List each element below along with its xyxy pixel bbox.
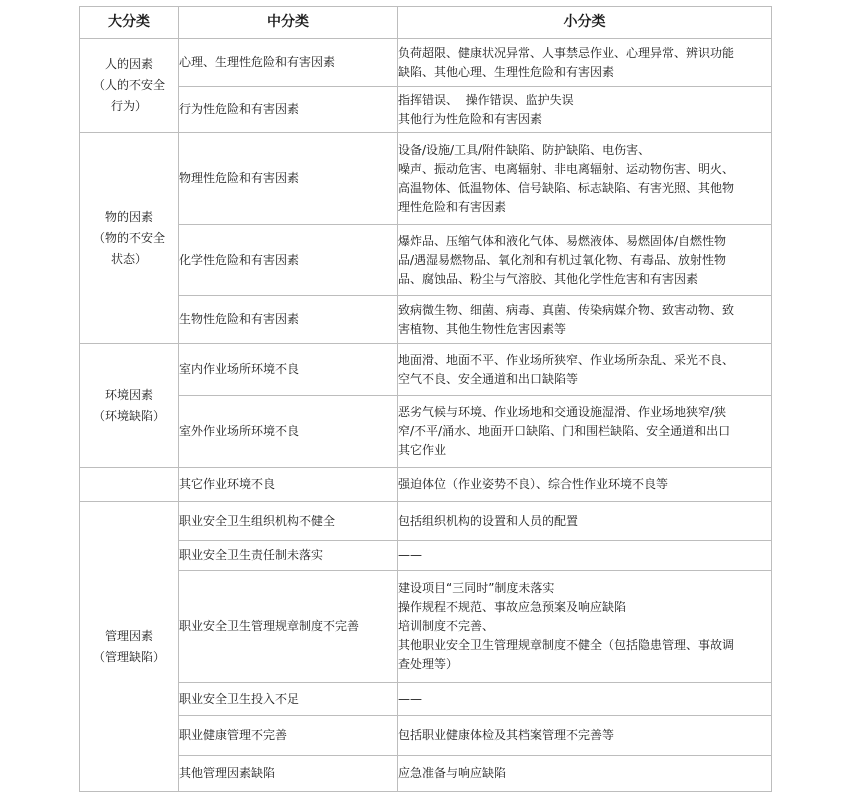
- minor-category-cell: [398, 225, 772, 296]
- minor-line: 强迫体位（作业姿势不良）、综合性作业环境不良等: [398, 477, 669, 491]
- minor-line: 品、腐蚀品、粉尘与气溶胶、其他化学性危害和有害因素: [398, 271, 699, 286]
- minor-line: 包括职业健康体检及其档案管理不完善等: [398, 728, 615, 742]
- minor-category-cell: [398, 571, 772, 683]
- hazard-classification-table: [79, 6, 772, 792]
- major-label-line: 人的因素: [104, 57, 153, 71]
- mid-category-cell: 室内作业场所环境不良: [179, 344, 398, 396]
- table-row: [80, 39, 772, 87]
- minor-line: 害植物、其他生物性危害因素等: [398, 321, 567, 336]
- major-label-line: 环境因素: [104, 387, 153, 402]
- minor-category-cell: [398, 296, 772, 344]
- minor-category-cell: [398, 39, 772, 87]
- table-row: [80, 87, 772, 133]
- major-label-line: 状态）: [110, 251, 147, 266]
- major-label-line: （环境缺陷）: [92, 408, 165, 423]
- minor-line: 品/遇湿易燃物品、氧化剂和有机过氧化物、有毒品、放射性物: [398, 252, 727, 267]
- table-row: [80, 502, 772, 541]
- minor-line: 建设项目“三同时”制度未落实: [398, 581, 555, 595]
- minor-line: 包括组织机构的设置和人员的配置: [398, 513, 579, 528]
- minor-category-cell: [398, 133, 772, 225]
- table-row: [80, 716, 772, 756]
- minor-category-cell: [398, 756, 772, 792]
- mid-category-cell: 职业安全卫生投入不足: [179, 683, 398, 716]
- minor-line: 空气不良、安全通道和出口缺陷等: [398, 371, 579, 386]
- table-body: [80, 39, 772, 792]
- minor-line: 操作规程不规范、事故应急预案及响应缺陷: [398, 600, 627, 614]
- major-label-line: 行为）: [110, 99, 147, 113]
- major-category-cell: [80, 502, 179, 792]
- mid-category-cell: 行为性危险和有害因素: [179, 87, 398, 133]
- minor-line: 地面滑、地面不平、作业场所狭窄、作业场所杂乱、采光不良、: [398, 352, 735, 367]
- minor-line: 其他行为性危险和有害因素: [398, 111, 543, 126]
- minor-line: 理性危险和有害因素: [398, 199, 507, 214]
- table-row: [80, 756, 772, 792]
- table-row: [80, 225, 772, 296]
- minor-category-cell: [398, 87, 772, 133]
- minor-category-cell: [398, 716, 772, 756]
- mid-category-cell: 室外作业场所环境不良: [179, 396, 398, 468]
- table-row: [80, 541, 772, 571]
- minor-line: 查处理等）: [398, 657, 459, 671]
- mid-category-cell: 职业健康管理不完善: [179, 716, 398, 756]
- header-minor-category: 小分类: [398, 7, 772, 39]
- major-label-line: （人的不安全: [92, 78, 165, 92]
- mid-category-cell: 职业安全卫生责任制未落实: [179, 541, 398, 571]
- minor-line: 负荷超限、健康状况异常、人事禁忌作业、心理异常、辨识功能: [398, 45, 735, 60]
- mid-category-cell: 职业安全卫生组织机构不健全: [179, 502, 398, 541]
- minor-category-cell: [398, 468, 772, 502]
- minor-line: 噪声、振动危害、电离辐射、非电离辐射、运动物伤害、明火、: [398, 161, 735, 176]
- header-mid-category: 中分类: [179, 7, 398, 39]
- minor-category-cell: [398, 502, 772, 541]
- header-row: [80, 7, 772, 39]
- mid-category-cell: 心理、生理性危险和有害因素: [179, 39, 398, 87]
- minor-category-cell: [398, 344, 772, 396]
- minor-line: 缺陷、其他心理、生理性危险和有害因素: [398, 64, 615, 79]
- minor-line: 爆炸品、压缩气体和液化气体、易燃液体、易燃固体/自燃性物: [398, 233, 727, 248]
- minor-line: 窄/不平/涌水、地面开口缺陷、门和围栏缺陷、安全通道和出口: [398, 424, 731, 438]
- minor-line: 其他职业安全卫生管理规章制度不健全（包括隐患管理、事故调: [398, 638, 735, 652]
- major-label-line: 物的因素: [104, 209, 153, 224]
- minor-line: 致病微生物、细菌、病毒、真菌、传染病媒介物、致害动物、致: [398, 302, 735, 317]
- header-major-category: 大分类: [80, 7, 179, 39]
- minor-category-cell: [398, 396, 772, 468]
- major-category-cell: [80, 133, 179, 344]
- minor-line: 恶劣气候与环境、作业场地和交通设施湿滑、作业场地狭窄/狭: [398, 405, 727, 419]
- mid-category-cell: 其他管理因素缺陷: [179, 756, 398, 792]
- minor-category-cell: [398, 541, 772, 571]
- table-row: [80, 683, 772, 716]
- table-row: [80, 468, 772, 502]
- major-label-line: 管理因素: [104, 628, 153, 643]
- table-row: [80, 571, 772, 683]
- major-category-cell: [80, 344, 179, 468]
- major-category-cell-empty: [80, 468, 179, 502]
- minor-line: 指挥错误、 操作错误、监护失误: [398, 92, 574, 107]
- mid-category-cell: 生物性危险和有害因素: [179, 296, 398, 344]
- table-row: [80, 344, 772, 396]
- major-label-line: （物的不安全: [92, 230, 165, 245]
- minor-line: 高温物体、低温物体、信号缺陷、标志缺陷、有害光照、其他物: [398, 180, 735, 195]
- major-category-cell: [80, 39, 179, 133]
- mid-category-cell: 职业安全卫生管理规章制度不完善: [179, 571, 398, 683]
- minor-line: 设备/设施/工具/附件缺陷、防护缺陷、电伤害、: [398, 142, 651, 157]
- table-row: [80, 133, 772, 225]
- minor-line: 其它作业: [398, 443, 447, 457]
- table-row: [80, 296, 772, 344]
- table-row: [80, 396, 772, 468]
- minor-line: ——: [398, 548, 422, 562]
- minor-category-cell: [398, 683, 772, 716]
- mid-category-cell: 化学性危险和有害因素: [179, 225, 398, 296]
- major-label-line: （管理缺陷）: [92, 649, 165, 664]
- minor-line: 培训制度不完善、: [398, 619, 495, 633]
- minor-line: ——: [398, 691, 422, 706]
- mid-category-cell: 物理性危险和有害因素: [179, 133, 398, 225]
- mid-category-cell: 其它作业环境不良: [179, 468, 398, 502]
- minor-line: 应急准备与响应缺陷: [398, 766, 507, 780]
